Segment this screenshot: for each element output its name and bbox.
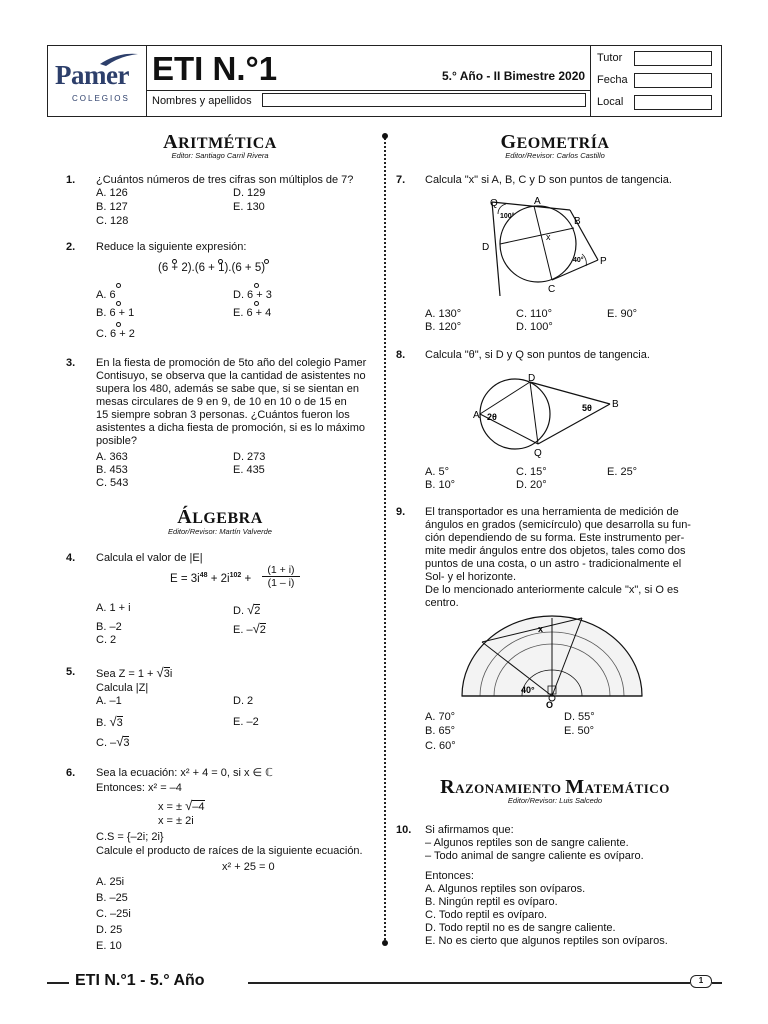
- question-number: 4.: [66, 552, 76, 564]
- figure-q9-protractor: [460, 612, 645, 708]
- option-a[interactable]: A. 6: [96, 289, 116, 301]
- fecha-label: Fecha: [597, 74, 628, 86]
- tutor-field[interactable]: [634, 51, 712, 66]
- question-number: 9.: [396, 506, 406, 518]
- option-b[interactable]: B. 453: [96, 464, 128, 476]
- label-p: P: [600, 256, 607, 267]
- question-text: Sea la ecuación: x² + 4 = 0, si x ∈ ℂ: [96, 767, 273, 779]
- editor-algebra: Editor/Revisor: Martín Valverde: [168, 527, 272, 536]
- figure-q8: [470, 370, 630, 458]
- option-c[interactable]: C. 60°: [425, 740, 456, 752]
- label-q: Q: [534, 448, 542, 458]
- label-d: D: [482, 242, 490, 253]
- local-field[interactable]: [634, 95, 712, 110]
- header-divider: [147, 90, 590, 91]
- question-text: Si afirmamos que:: [425, 824, 514, 836]
- option-d[interactable]: D. 6 + 3: [233, 289, 272, 301]
- question-number: 2.: [66, 241, 76, 253]
- option-d[interactable]: D. 25: [96, 924, 123, 936]
- header-right-divider: [590, 45, 591, 117]
- option-a[interactable]: A. 70°: [425, 711, 456, 723]
- label-40: 40°: [521, 685, 535, 695]
- option-e[interactable]: E. 10: [96, 940, 122, 952]
- option-c[interactable]: C. 110°: [516, 308, 552, 320]
- question-number: 1.: [66, 174, 76, 186]
- option-e[interactable]: E. 25°: [607, 466, 638, 478]
- question-text: Sea Z = 1 + √3i: [96, 665, 173, 680]
- option-a[interactable]: A. 25i: [96, 876, 125, 888]
- question-number: 6.: [66, 767, 76, 779]
- option-c[interactable]: C. –25i: [96, 908, 131, 920]
- option-d[interactable]: D. 2: [233, 695, 254, 707]
- question-text: El transportador es una herramienta de medición de ángulos en grados (semicírculo) que desarrolla su fun- ción dependiendo de su forma. Este instrumento per- mite medir ángulos entre dos objetos, tales como dos puntos de una costa, o un astro - tradicionalmente el Sol- y el horizonte. De lo mencionado anteriormente calcule "x", si O es centro.: [425, 506, 691, 609]
- question-number: 10.: [396, 824, 412, 836]
- option-c[interactable]: C. Todo reptil es ovíparo.: [425, 909, 548, 921]
- premise: – Todo animal de sangre caliente es ovíparo.: [425, 850, 644, 862]
- divider-dot-bottom: [382, 940, 388, 946]
- question-number: 7.: [396, 174, 406, 186]
- page-number: 1: [690, 975, 712, 988]
- label-o: O: [546, 700, 554, 708]
- option-e[interactable]: E. No es cierto que algunos reptiles son ovíparos.: [425, 935, 668, 947]
- question-text: Calcula el valor de |E|: [96, 552, 203, 564]
- label-q: Q: [490, 198, 498, 209]
- option-a[interactable]: A. 1 + i: [96, 602, 131, 614]
- math-line: x = ± 2i: [158, 815, 194, 827]
- option-d[interactable]: D. 20°: [516, 479, 547, 491]
- option-d[interactable]: D. 129: [233, 187, 266, 199]
- year-label: 5.° Año - II Bimestre 2020: [442, 69, 586, 83]
- section-title-razonamiento: RAZONAMIENTO MATEMÁTICO: [440, 776, 670, 798]
- multiple-ring-icon: [264, 259, 269, 264]
- option-b[interactable]: B. 65°: [425, 725, 456, 737]
- option-c[interactable]: C. 15°: [516, 466, 547, 478]
- footer-line-left: [47, 982, 69, 984]
- question-number: 5.: [66, 666, 76, 678]
- label-x: x: [546, 232, 551, 242]
- section-title-geometria: GEOMETRÍA: [500, 131, 610, 153]
- label-d: D: [528, 373, 536, 384]
- label-2theta: 2θ: [487, 412, 497, 422]
- multiple-ring-icon: [116, 283, 121, 288]
- multiple-ring-icon: [116, 322, 121, 327]
- option-a[interactable]: A. 126: [96, 187, 128, 199]
- figure-q7: [470, 192, 620, 302]
- question-number: 8.: [396, 349, 406, 361]
- multiple-ring-icon: [254, 301, 259, 306]
- question-text: Entonces:: [425, 870, 474, 882]
- tutor-label: Tutor: [597, 52, 623, 64]
- logo: Pamer: [55, 60, 129, 90]
- question-text: Calcule el producto de raíces de la siguiente ecuación.: [96, 845, 363, 857]
- option-c[interactable]: C. 6 + 2: [96, 328, 135, 340]
- option-b[interactable]: B. –2: [96, 621, 122, 633]
- question-text: En la fiesta de promoción de 5to año del colegio Pamer Contisuyo, se observa que la cantidad de asistentes no supera los 480, además se sabe que, si se sientan en mesas circulares de 9 en 9, de 10 en 10 o de 15 en 15 siempre sobran 3 personas. ¿Cuántos fueron los asistentes a dicha fiesta de promoción, si es lo máximo posible?: [96, 357, 367, 447]
- editor-razonamiento: Editor/Revisor: Luis Salcedo: [507, 796, 603, 805]
- page-title: ETI N.°1: [152, 50, 278, 87]
- local-label: Local: [597, 96, 624, 108]
- question-text: Calcula "θ", si D y Q son puntos de tangencia.: [425, 349, 650, 361]
- option-b[interactable]: B. –25: [96, 892, 128, 904]
- footer-title: ETI N.°1 - 5.° Año: [75, 972, 205, 989]
- option-c[interactable]: C. 128: [96, 215, 129, 227]
- option-e[interactable]: E. –2: [233, 716, 259, 728]
- math-line: x² + 25 = 0: [222, 861, 275, 873]
- option-e[interactable]: E. 50°: [564, 725, 595, 737]
- option-d[interactable]: D. 100°: [516, 321, 553, 333]
- option-d[interactable]: D. √2: [233, 602, 261, 617]
- option-e[interactable]: E. 130: [233, 201, 265, 213]
- option-a[interactable]: A. 5°: [425, 466, 449, 478]
- math-line: Entonces: x² = –4: [96, 782, 182, 794]
- option-d[interactable]: D. 273: [233, 451, 266, 463]
- math-expression: (6 + 2).(6 + 1).(6 + 5): [158, 262, 266, 274]
- question-text: Calcula "x" si A, B, C y D son puntos de tangencia.: [425, 174, 672, 186]
- option-b[interactable]: B. √3: [96, 714, 123, 729]
- label-b: B: [574, 216, 581, 227]
- label-a: A: [534, 196, 541, 207]
- premise: – Algunos reptiles son de sangre caliente.: [425, 837, 629, 849]
- option-c[interactable]: C. –√3: [96, 734, 130, 749]
- option-e[interactable]: E. 90°: [607, 308, 638, 320]
- section-title-aritmetica: ARITMÉTICA: [163, 131, 277, 153]
- option-a[interactable]: A. 363: [96, 451, 128, 463]
- name-field[interactable]: [262, 93, 586, 107]
- option-b[interactable]: B. 6 + 1: [96, 307, 135, 319]
- editor-aritmetica: Editor: Santiago Carril Rivera: [171, 151, 269, 160]
- option-c[interactable]: C. 2: [96, 634, 117, 646]
- math-expression: $E = 3i^{48} + 2i^{102}$ +: [170, 572, 252, 585]
- question-text: ¿Cuántos números de tres cifras son múltiplos de 7?: [96, 174, 354, 186]
- fraction: (1 + i) (1 – i): [262, 564, 300, 589]
- option-b[interactable]: B. 127: [96, 201, 128, 213]
- label-100: 100°: [500, 213, 515, 220]
- option-a[interactable]: A. 130°: [425, 308, 462, 320]
- label-5theta: 5θ: [582, 403, 592, 413]
- multiple-ring-icon: [172, 259, 177, 264]
- multiple-ring-icon: [218, 259, 223, 264]
- label-x: x: [538, 624, 544, 634]
- math-line: C.S = {–2i; 2i}: [96, 831, 164, 843]
- option-c[interactable]: C. 543: [96, 477, 129, 489]
- section-title-algebra: ÁLGEBRA: [177, 506, 263, 528]
- math-line: x = ± √–4: [158, 798, 205, 813]
- label-40: 40°: [573, 257, 584, 264]
- footer-line: [248, 982, 690, 984]
- option-b[interactable]: B. 120°: [425, 321, 462, 333]
- footer-line-right: [712, 982, 722, 984]
- label-a: A: [473, 410, 480, 421]
- label-b: B: [612, 399, 619, 410]
- question-number: 3.: [66, 357, 76, 369]
- option-d[interactable]: D. Todo reptil no es de sangre caliente.: [425, 922, 616, 934]
- multiple-ring-icon: [254, 283, 259, 288]
- fecha-field[interactable]: [634, 73, 712, 88]
- multiple-ring-icon: [116, 301, 121, 306]
- option-e[interactable]: E. –√2: [233, 621, 266, 636]
- column-divider: [384, 138, 386, 944]
- option-e[interactable]: E. 6 + 4: [233, 307, 272, 319]
- option-d[interactable]: D. 55°: [564, 711, 595, 723]
- logo-subtitle: COLEGIOS: [72, 94, 130, 103]
- option-a[interactable]: A. Algunos reptiles son ovíparos.: [425, 883, 586, 895]
- option-e[interactable]: E. 435: [233, 464, 265, 476]
- label-c: C: [548, 284, 556, 295]
- option-b[interactable]: B. 10°: [425, 479, 456, 491]
- editor-geometria: Editor/Revisor: Carlos Castillo: [505, 151, 605, 160]
- option-a[interactable]: A. –1: [96, 695, 122, 707]
- divider-dot-top: [382, 133, 388, 139]
- name-label: Nombres y apellidos: [152, 95, 252, 107]
- question-text: Calcula |Z|: [96, 682, 149, 694]
- option-b[interactable]: B. Ningún reptil es ovíparo.: [425, 896, 558, 908]
- question-text: Reduce la siguiente expresión:: [96, 241, 247, 253]
